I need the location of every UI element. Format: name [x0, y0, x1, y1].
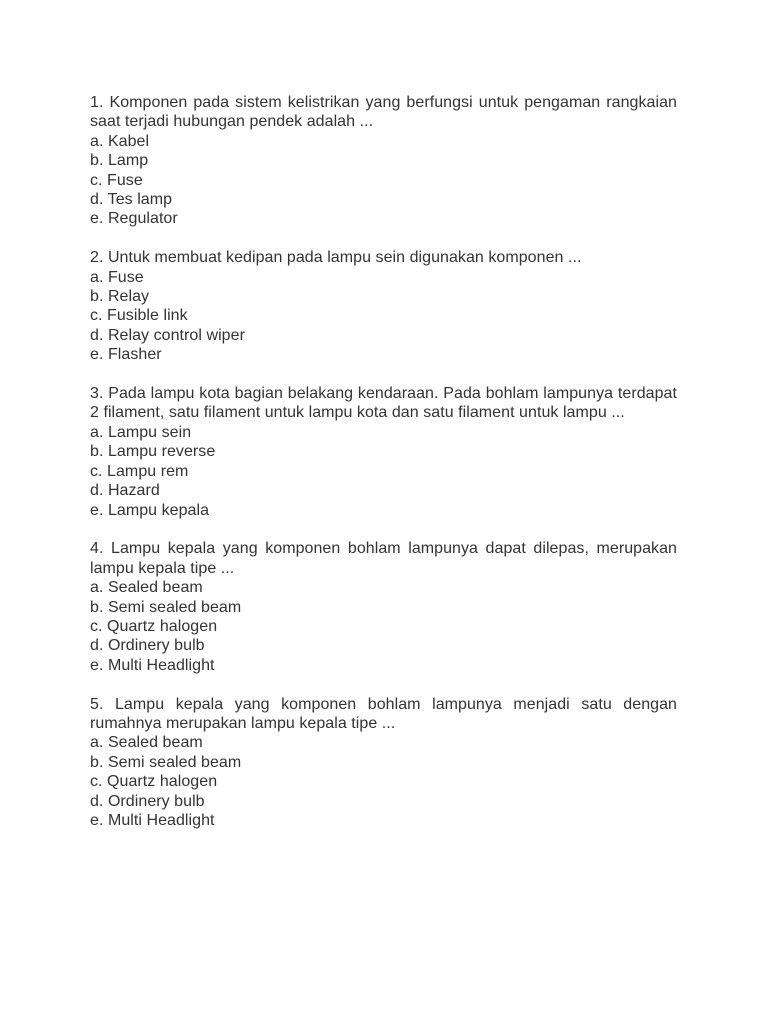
- question-text: 3. Pada lampu kota bagian belakang kendaraan. Pada bohlam lampunya terdapat 2 filament, satu filament untuk lampu kota dan satu filament untuk lampu ...: [90, 385, 677, 422]
- option-c: c. Lampu rem: [90, 462, 189, 480]
- option-d: d. Tes lamp: [90, 191, 173, 209]
- option-list: [90, 268, 677, 365]
- option-b: b. Relay: [90, 288, 150, 306]
- option-b: b. Semi sealed beam: [90, 598, 242, 616]
- option-a: a. Fuse: [90, 268, 144, 286]
- option-c: c. Fusible link: [90, 307, 188, 325]
- question-3: [90, 384, 677, 520]
- question-1: [90, 93, 677, 229]
- option-a: a. Sealed beam: [90, 734, 203, 752]
- option-a: a. Lampu sein: [90, 423, 192, 441]
- option-d: d. Ordinery bulb: [90, 792, 205, 810]
- option-e: e. Multi Headlight: [90, 656, 215, 674]
- option-e: e. Multi Headlight: [90, 811, 215, 829]
- question-text: 5. Lampu kepala yang komponen bohlam lampunya menjadi satu dengan rumahnya merupakan lampu kepala tipe ...: [90, 695, 677, 732]
- option-c: c. Quartz halogen: [90, 773, 218, 791]
- option-e: e. Flasher: [90, 346, 162, 364]
- question-text: 2. Untuk membuat kedipan pada lampu sein digunakan komponen ...: [90, 249, 582, 267]
- document-page: [90, 93, 677, 850]
- option-c: c. Fuse: [90, 171, 143, 189]
- option-c: c. Quartz halogen: [90, 617, 218, 635]
- option-e: e. Regulator: [90, 210, 178, 228]
- question-4: [90, 539, 677, 675]
- question-5: [90, 695, 677, 831]
- option-b: b. Lampu reverse: [90, 443, 216, 461]
- question-2: [90, 248, 677, 364]
- option-d: d. Ordinery bulb: [90, 637, 205, 655]
- option-a: a. Kabel: [90, 132, 150, 150]
- option-d: d. Relay control wiper: [90, 326, 245, 344]
- option-list: [90, 733, 677, 830]
- option-list: [90, 132, 677, 229]
- question-text: 1. Komponen pada sistem kelistrikan yang berfungsi untuk pengaman rangkaian saat terjadi hubungan pendek adalah ...: [90, 94, 677, 131]
- option-d: d. Hazard: [90, 482, 160, 500]
- option-list: [90, 578, 677, 675]
- question-text: 4. Lampu kepala yang komponen bohlam lampunya dapat dilepas, merupakan lampu kepala tipe ...: [90, 540, 677, 577]
- option-b: b. Lamp: [90, 152, 149, 170]
- option-b: b. Semi sealed beam: [90, 753, 242, 771]
- option-list: [90, 423, 677, 520]
- option-a: a. Sealed beam: [90, 579, 203, 597]
- option-e: e. Lampu kepala: [90, 501, 210, 519]
